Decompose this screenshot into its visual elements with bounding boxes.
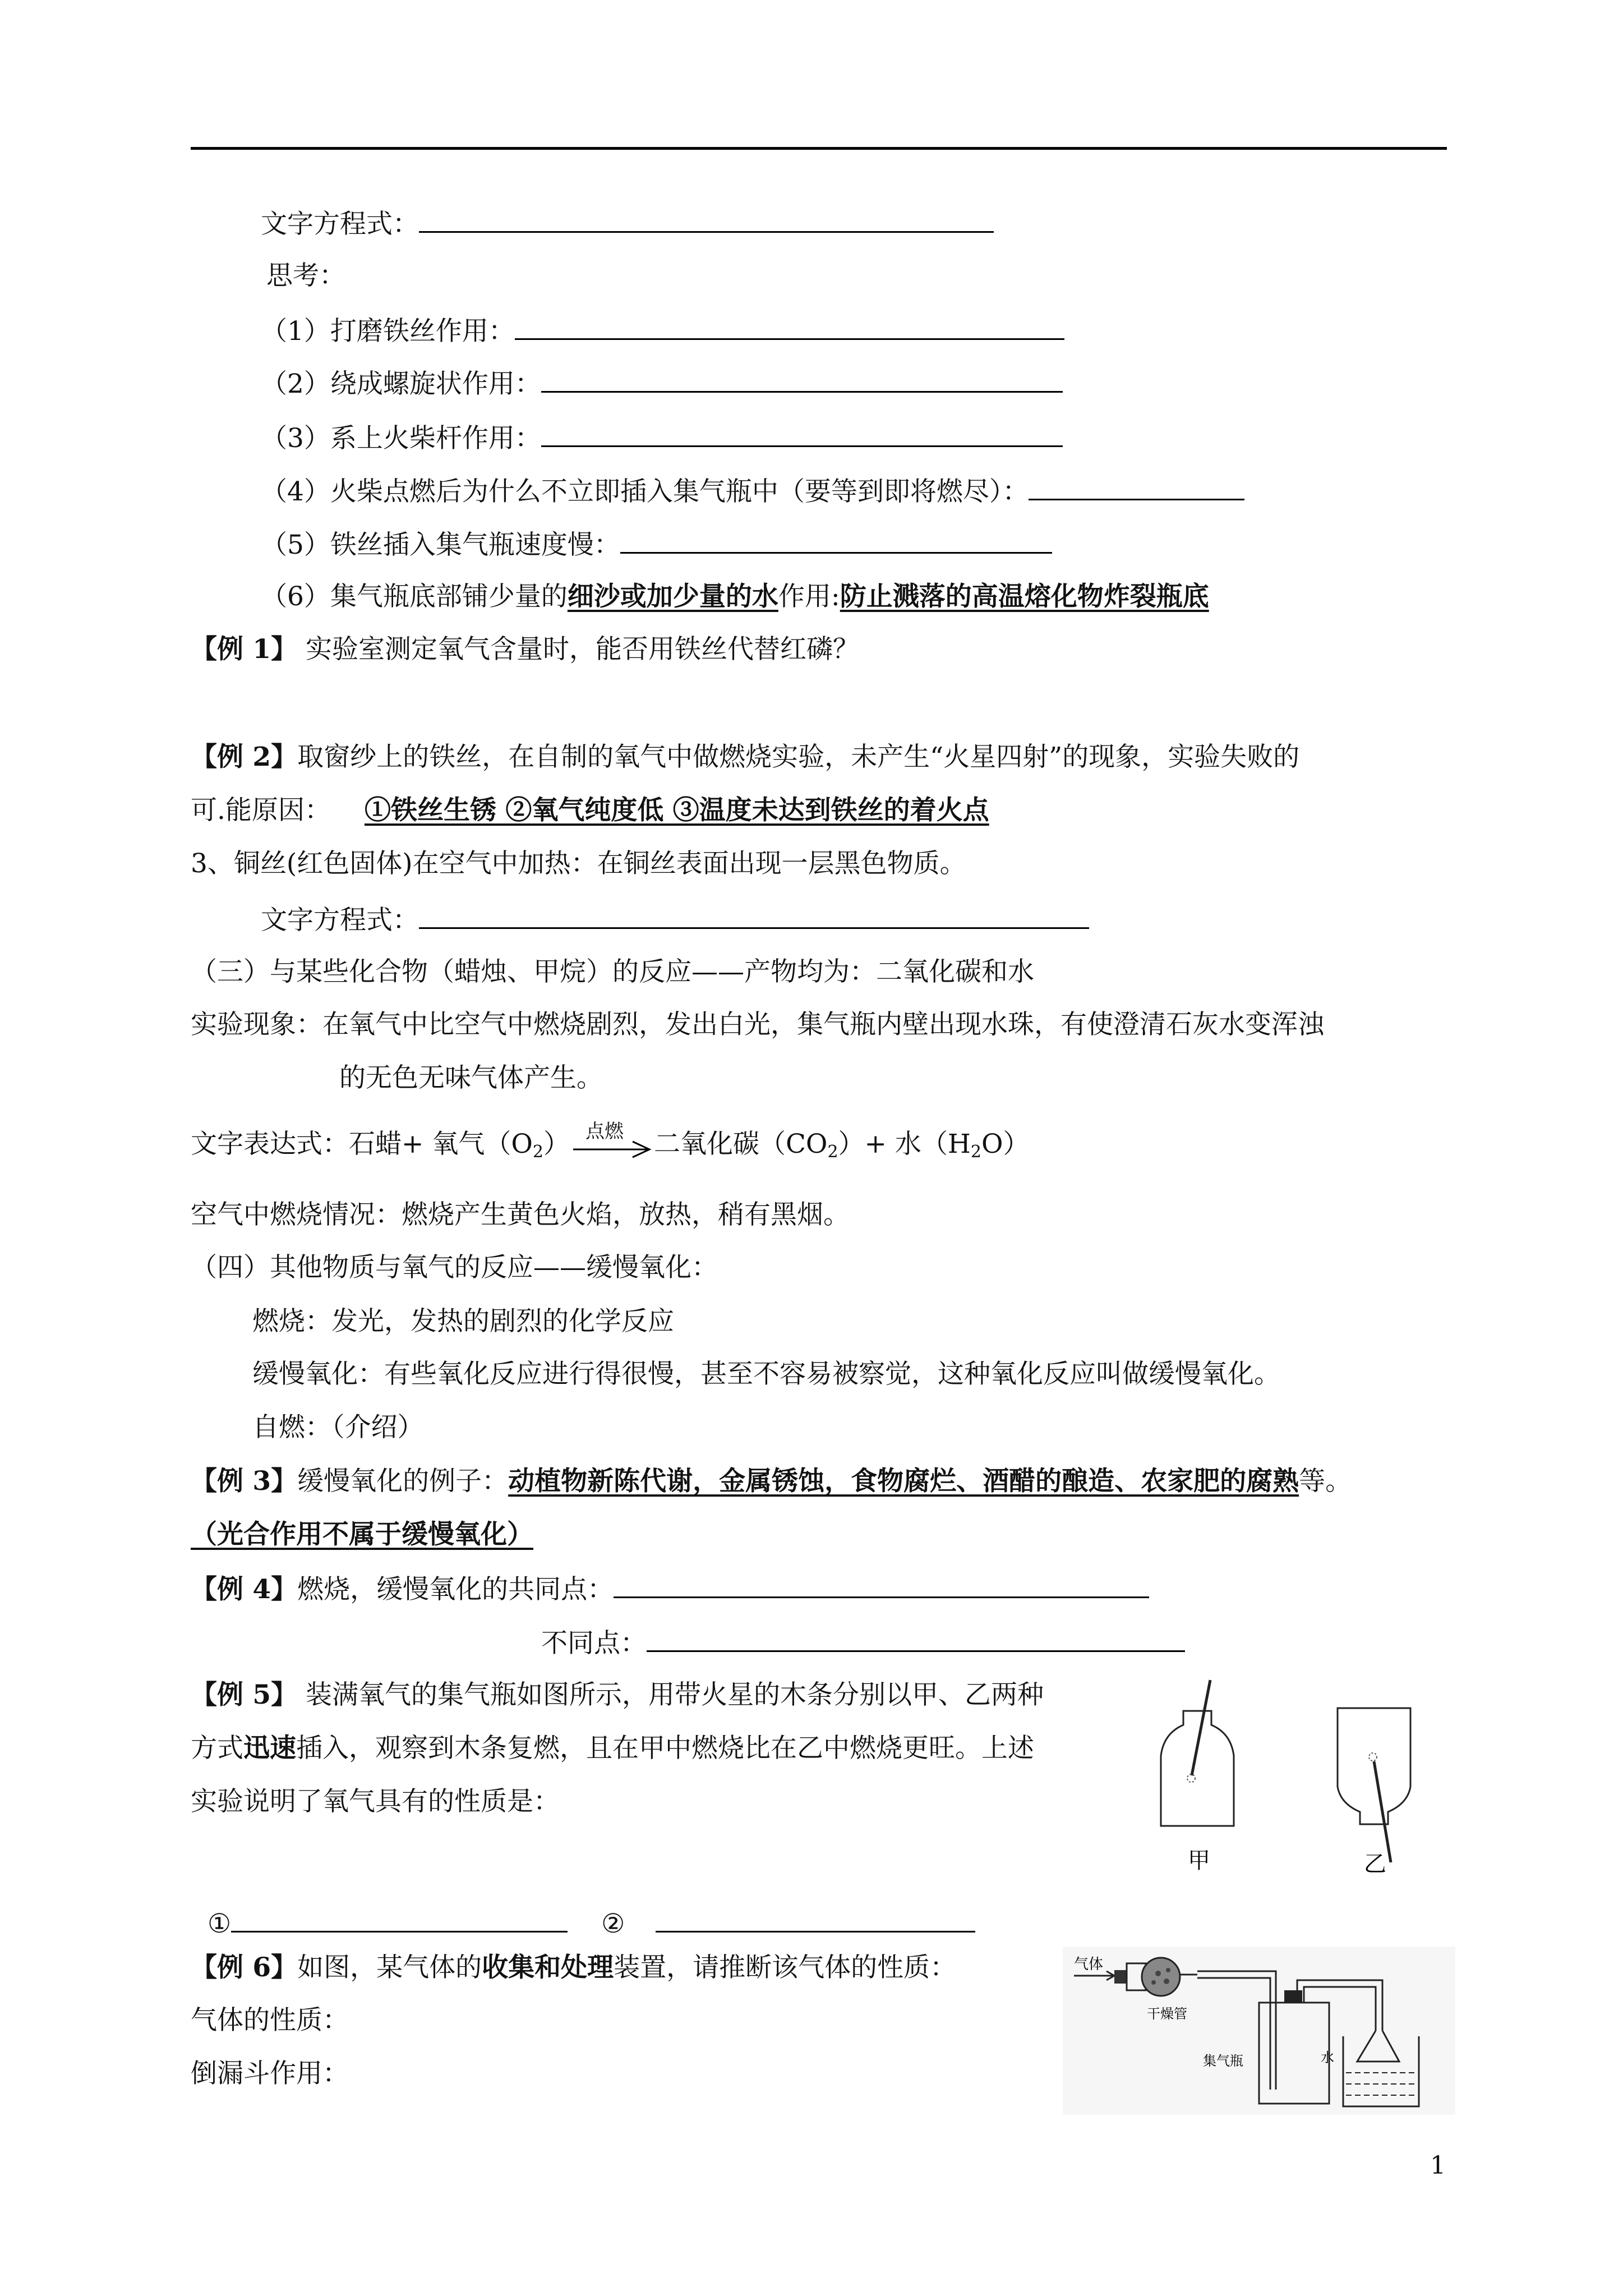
gas-property-label: 气体的性质：	[191, 2005, 349, 2036]
question-5-text: （5）铁丝插入集气瓶速度慢：	[261, 530, 620, 560]
eq-product-1: 二氧化碳（CO	[653, 1129, 828, 1159]
example-5-line1	[191, 1678, 1044, 1712]
question-6-prefix: （6）集气瓶底部铺少量的	[261, 581, 568, 612]
arrow-label: 点燃	[585, 1120, 624, 1143]
example-3-suffix: 等。	[1299, 1466, 1352, 1497]
eq-product-2: ）+ 水（H	[838, 1129, 971, 1159]
answer-blank[interactable]	[541, 420, 1063, 447]
answer-blank[interactable]	[419, 205, 994, 233]
example-5-tag: 【例 5】	[191, 1680, 298, 1710]
word-equation-line	[261, 205, 994, 241]
answer-blank[interactable]	[656, 1905, 975, 1932]
question-5	[261, 526, 1052, 562]
question-3-text: （3）系上火柴杆作用：	[261, 423, 541, 454]
example-6-keyword: 收集和处理	[482, 1952, 614, 1983]
example-5-prefix: 方式	[191, 1733, 243, 1764]
gas-bottle-label: 集气瓶	[1203, 2053, 1243, 2069]
example-1	[191, 633, 859, 666]
eq-label: 文字表达式：石蜡+ 氧气（O	[191, 1129, 533, 1159]
example-4-tag: 【例 4】	[191, 1574, 298, 1605]
example-3-answer: 动植物新陈代谢，金属锈蚀，食物腐烂、酒醋的酿造、农家肥的腐熟	[508, 1466, 1299, 1497]
drying-tube-label: 干燥管	[1147, 2006, 1187, 2022]
example-2-tag: 【例 2】	[191, 742, 298, 772]
answer-blank[interactable]	[541, 365, 1063, 393]
question-1	[261, 312, 1064, 348]
copper-equation-label: 文字方程式：	[261, 905, 419, 936]
spontaneous-combustion: 自燃：（介绍）	[252, 1412, 424, 1443]
example-5-line3: 实验说明了氧气具有的性质是：	[191, 1786, 560, 1817]
example-4-difference	[541, 1625, 1185, 1660]
example-2-prefix: 可.能原因：	[191, 795, 331, 826]
phenomenon-line-1: 实验现象：在氧气中比空气中燃烧剧烈，发出白光，集气瓶内壁出现水珠，有使澄清石灰水变浑浊	[191, 1009, 1324, 1040]
question-4-text: （4）火柴点燃后为什么不立即插入集气瓶中（要等到即将燃尽）：	[261, 476, 1029, 507]
reaction-arrow	[570, 1120, 654, 1163]
example-3-prefix: 缓慢氧化的例子：	[297, 1466, 509, 1497]
water-label: 水	[1321, 2050, 1334, 2065]
example-4-text: 燃烧，缓慢氧化的共同点：	[297, 1574, 614, 1605]
word-equation-label: 文字方程式：	[261, 209, 419, 240]
example-2-line2	[191, 794, 1023, 827]
thinking-title: 思考：	[266, 260, 345, 291]
example-5-line2	[191, 1732, 1034, 1765]
eq-product-3: O）	[981, 1129, 1030, 1159]
example-6	[191, 1951, 956, 1985]
example-6-suffix: 装置，请推断该气体的性质：	[614, 1952, 957, 1983]
question-1-text: （1）打磨铁丝作用：	[261, 316, 515, 347]
blank-1-marker: ①	[208, 1908, 232, 1939]
funnel-function-label: 倒漏斗作用：	[191, 2058, 349, 2089]
question-2	[261, 365, 1063, 401]
o2-subscript: 2	[532, 1142, 543, 1162]
answer-blank[interactable]	[231, 1905, 568, 1932]
example-6-tag: 【例 6】	[191, 1952, 298, 1983]
example-6-prefix: 如图，某气体的	[297, 1952, 482, 1983]
upright-bottle-icon	[1161, 1711, 1234, 1826]
answer-blank[interactable]	[515, 312, 1064, 340]
section-4-heading: （四）其他物质与氧气的反应——缓慢氧化：	[191, 1252, 718, 1283]
question-4	[261, 473, 1244, 509]
phenomenon-line-2: 的无色无味气体产生。	[339, 1062, 603, 1093]
slow-oxidation-definition: 缓慢氧化：有些氧化反应进行得很慢，甚至不容易被察觉，这种氧化反应叫做缓慢氧化。	[252, 1359, 1280, 1389]
example-5-blanks	[208, 1905, 975, 1941]
answer-blank[interactable]	[1029, 473, 1244, 500]
example-3	[191, 1465, 1352, 1498]
burning-definition: 燃烧：发光，发热的剧烈的化学反应	[252, 1306, 674, 1337]
copper-equation-line	[261, 901, 1089, 937]
example-1-text: 实验室测定氧气含量时，能否用铁丝代替红磷？	[297, 634, 860, 665]
gas-bottle-figure	[1144, 1677, 1419, 1885]
answer-blank[interactable]	[620, 526, 1052, 554]
question-6	[261, 580, 1209, 614]
drying-tube-icon	[1142, 1958, 1180, 1996]
difference-label: 不同点：	[541, 1628, 647, 1659]
question-6-answer: 防止溅落的高温熔化物炸裂瓶底	[840, 581, 1209, 612]
answer-blank[interactable]	[614, 1571, 1149, 1598]
question-3	[261, 420, 1063, 455]
example-5-text: 装满氧气的集气瓶如图所示，用带火星的木条分别以甲、乙两种	[297, 1680, 1044, 1710]
example-5-keyword: 迅速	[243, 1733, 296, 1764]
collection-apparatus-figure	[1063, 1947, 1455, 2115]
example-2-answer: ①铁丝生锈 ②氧气纯度低 ③温度未达到铁丝的着火点	[364, 795, 989, 826]
example-2-text: 取窗纱上的铁丝，在自制的氧气中做燃烧实验，未产生“火星四射”的现象，实验失败的	[297, 742, 1300, 772]
air-burning: 空气中燃烧情况：燃烧产生黄色火焰，放热，稍有黑烟。	[191, 1199, 850, 1230]
example-4	[191, 1571, 1149, 1607]
blank-2-marker: ②	[601, 1908, 625, 1939]
gas-label: 气体	[1074, 1956, 1104, 1973]
wood-splint-icon	[1192, 1680, 1210, 1775]
arrow-icon	[570, 1129, 654, 1163]
co2-subscript: 2	[827, 1142, 838, 1162]
page-number: 1	[1430, 2151, 1446, 2180]
word-expression	[191, 1120, 1030, 1169]
copper-line: 3、铜丝(红色固体)在空气中加热：在铜丝表面出现一层黑色物质。	[191, 848, 966, 879]
eq-close: ）	[543, 1129, 570, 1159]
figure-label-yi: 乙	[1364, 1851, 1386, 1877]
example-5-rest: 插入，观察到木条复燃，且在甲中燃烧比在乙中燃烧更旺。上述	[296, 1733, 1034, 1764]
example-3-tag: 【例 3】	[191, 1466, 298, 1497]
example-3-note: （光合作用不属于缓慢氧化）	[191, 1519, 533, 1550]
figure-label-jia: 甲	[1188, 1848, 1210, 1874]
example-1-tag: 【例 1】	[191, 634, 298, 665]
question-6-keyword: 细沙或加少量的水	[567, 581, 778, 612]
example-2-line1	[191, 740, 1299, 774]
h2o-subscript: 2	[970, 1142, 981, 1162]
question-2-text: （2）绕成螺旋状作用：	[261, 369, 541, 399]
section-3-heading: （三）与某些化合物（蜡烛、甲烷）的反应——产物均为：二氧化碳和水	[191, 956, 1034, 987]
question-6-mid: 作用:	[778, 581, 840, 612]
answer-blank[interactable]	[647, 1625, 1185, 1652]
answer-blank[interactable]	[419, 901, 1089, 929]
header-rule	[191, 147, 1447, 150]
